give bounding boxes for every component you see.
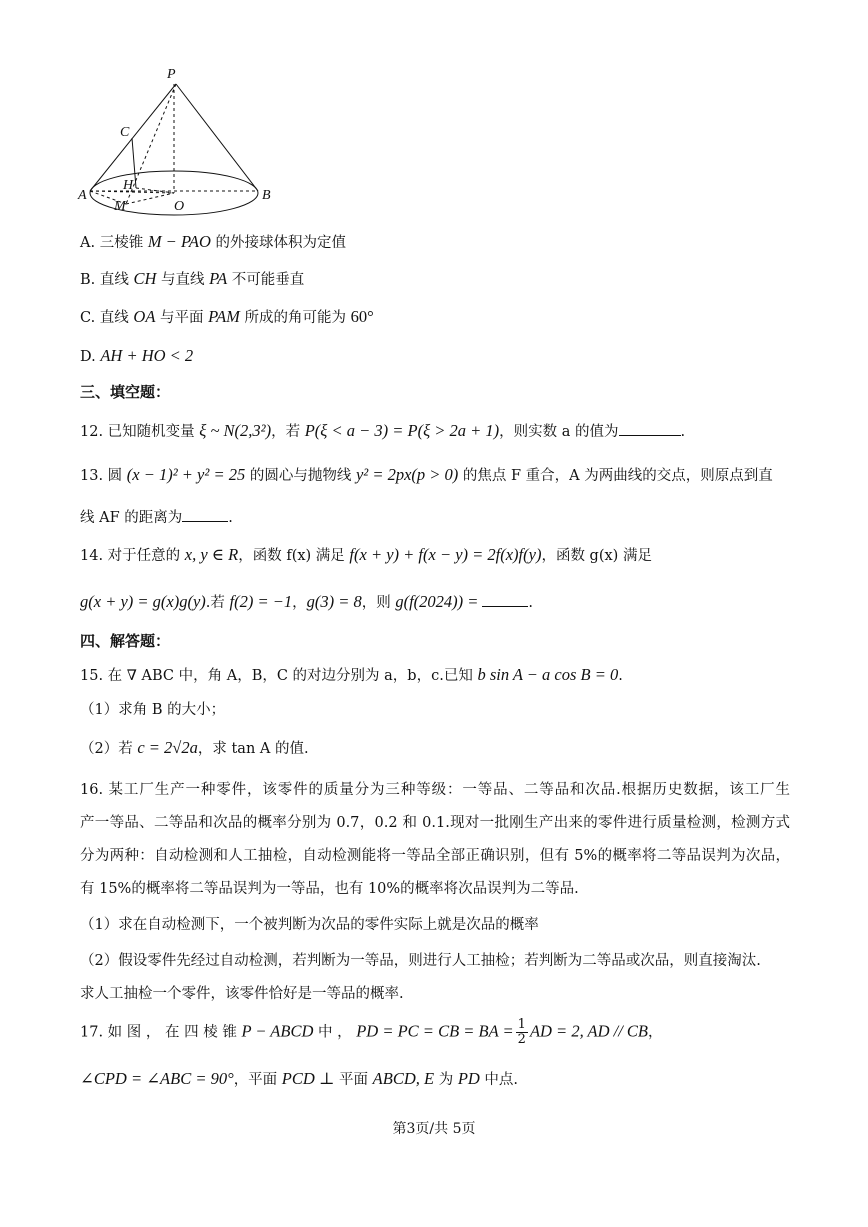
section-solution-heading: 四、解答题： — [80, 632, 171, 650]
q15-end: . — [618, 668, 623, 684]
q13-math2: y² = 2px(p > 0) — [355, 465, 459, 484]
q14-line2-math1: g(x + y) = g(x)g(y) — [80, 592, 206, 611]
option-c — [80, 306, 374, 329]
q17-prefix: 17. 如 图 ， 在 四 棱 锥 — [80, 1024, 242, 1041]
q17-math2b: AD = 2, AD // CB — [529, 1021, 649, 1041]
q17-frac-den: 2 — [517, 1032, 526, 1047]
option-b-suffix: 不可能垂直 — [227, 272, 305, 288]
question-17-line1 — [80, 1018, 663, 1047]
option-d — [80, 345, 193, 368]
q14-answer-blank[interactable] — [482, 591, 528, 607]
q17-end: ， — [648, 1024, 663, 1041]
option-a-math: M − PAO — [147, 232, 211, 251]
q13-mid: 的圆心与抛物线 — [245, 468, 356, 484]
q17-line2-mid: ，平面 — [233, 1072, 282, 1088]
page-footer: 第3页/共 5页 — [392, 1121, 476, 1137]
q17-frac-num: 1 — [517, 1017, 526, 1032]
option-d-prefix: D. — [80, 349, 101, 365]
q12-end: . — [680, 424, 686, 440]
question-15-stem — [80, 664, 623, 687]
option-b — [80, 268, 304, 291]
q14-mid: ，函数 f(x) 满足 — [238, 548, 350, 564]
label-P: P — [167, 67, 176, 82]
cone-figure — [70, 62, 290, 222]
option-d-math: AH + HO < 2 — [100, 346, 194, 365]
question-16-line1: 16. 某工厂生产一种零件，该零件的质量分为三种等级：一等品、二等品和次品.根据历史数据，该工厂生 — [80, 782, 790, 798]
option-c-math3: 60° — [350, 307, 374, 326]
option-a-suffix: 的外接球体积为定值 — [210, 235, 346, 251]
q12-math2: P(ξ < a − 3) = P(ξ > 2a + 1) — [304, 421, 500, 440]
q12-suffix: ，则实数 a 的值为 — [499, 424, 619, 440]
q12-prefix: 12. 已知随机变量 — [80, 424, 200, 440]
option-b-math1: CH — [133, 269, 157, 288]
question-12 — [80, 420, 685, 443]
question-16-part2-line1: （2）假设零件先经过自动检测，若判断为一等品，则进行人工抽检；若判断为二等品或次品，则直接淘汰. — [80, 953, 761, 969]
q12-answer-blank[interactable] — [619, 420, 681, 436]
q12-mid: ，若 — [271, 424, 305, 440]
q15-prefix: 15. 在 ∇ ABC 中，角 A，B，C 的对边分别为 a，b，c.已知 — [80, 668, 478, 684]
q14-math1: x, y ∈ R — [184, 545, 239, 564]
q14-line2-math2: f(2) = −1 — [229, 592, 293, 611]
q17-mid: 中 ， — [313, 1024, 357, 1041]
q14-math2: f(x + y) + f(x − y) = 2f(x)f(y) — [349, 545, 542, 564]
q12-math1: ξ ~ N(2,3²) — [199, 421, 272, 440]
option-a-prefix: A. 三棱锥 — [80, 235, 148, 251]
q17-line2-math1: ∠CPD = ∠ABC = 90° — [80, 1069, 234, 1088]
question-16-line3: 分为两种：自动检测和人工抽检，自动检测能将一等品全部正确识别，但有 5%的概率将二等品误判为次品， — [80, 848, 790, 864]
q14-line2-math3: g(3) = 8 — [306, 592, 362, 611]
q17-line2-end: 中点. — [479, 1072, 519, 1088]
question-16-part2-line2: 求人工抽检一个零件，该零件恰好是一等品的概率. — [80, 986, 404, 1002]
q17-math2a: PD = PC = CB = BA = — [356, 1021, 514, 1041]
q14-line2-mid2: ， — [292, 595, 307, 611]
q14-prefix: 14. 对于任意的 — [80, 548, 185, 564]
q15-math: b sin A − a cos B = 0 — [477, 665, 619, 684]
section-fill-in-heading: 三、填空题： — [80, 383, 171, 401]
cone-drawing — [90, 84, 258, 215]
q17-math1: P − ABCD — [241, 1021, 314, 1041]
q17-line2-mid3: 为 — [434, 1072, 458, 1088]
option-b-mid: 与直线 — [156, 272, 210, 288]
q13-line2-prefix: 线 AF 的距离为 — [80, 510, 183, 526]
q14-end: . — [528, 595, 534, 611]
question-14-line2 — [80, 591, 533, 614]
option-c-mid: 与平面 — [155, 310, 209, 326]
question-15-part2 — [80, 737, 309, 760]
question-15-part1: （1）求角 B 的大小； — [80, 702, 226, 718]
question-16-line2: 产一等品、二等品和次品的概率分别为 0.7，0.2 和 0.1.现对一批刚生产出来的零件进行质量检测，检测方式 — [80, 815, 790, 831]
label-M: M — [114, 199, 126, 214]
q14-line2-mid1: .若 — [205, 595, 230, 611]
q17-fraction — [516, 1018, 528, 1047]
question-16-line4: 有 15%的概率将二等品误判为一等品，也有 10%的概率将次品误判为二等品. — [80, 881, 579, 897]
q15-part2-prefix: （2）若 — [80, 741, 138, 757]
label-H: H — [123, 178, 134, 193]
option-c-math2: PAM — [208, 307, 240, 326]
q17-line2-math2: PCD ⊥ — [281, 1069, 335, 1088]
q15-part2-suffix: ，求 tan A 的值. — [197, 741, 309, 757]
question-13-line1 — [80, 464, 773, 487]
q13-math1: (x − 1)² + y² = 25 — [126, 465, 246, 484]
q14-line2-mid3: ，则 — [361, 595, 396, 611]
option-b-prefix: B. 直线 — [80, 272, 134, 288]
option-c-prefix: C. 直线 — [80, 310, 134, 326]
q17-line2-math4: PD — [457, 1069, 480, 1088]
q15-part2-math: c = 2√2a — [137, 738, 198, 757]
label-C: C — [120, 125, 130, 140]
option-c-math1: OA — [133, 307, 156, 326]
question-14-line1 — [80, 544, 652, 567]
question-17-line2 — [80, 1068, 518, 1091]
option-b-math2: PA — [209, 269, 228, 288]
q13-answer-blank[interactable] — [182, 506, 228, 522]
question-16-part1: （1）求在自动检测下，一个被判断为次品的零件实际上就是次品的概率 — [80, 917, 539, 933]
q13-prefix: 13. 圆 — [80, 468, 127, 484]
label-A: A — [78, 188, 87, 203]
q13-suffix: 的焦点 F 重合，A 为两曲线的交点，则原点到直 — [458, 468, 773, 484]
q13-end: . — [228, 510, 233, 526]
label-O: O — [174, 199, 185, 214]
option-c-suffix: 所成的角可能为 — [239, 310, 351, 326]
q14-suffix: ，函数 g(x) 满足 — [541, 548, 652, 564]
q17-line2-mid2: 平面 — [334, 1072, 373, 1088]
option-a — [80, 231, 346, 254]
q14-line2-math4: g(f(2024)) = — [395, 592, 479, 611]
label-B: B — [262, 188, 271, 203]
q17-line2-math3: ABCD, E — [372, 1069, 435, 1088]
question-13-line2 — [80, 506, 233, 529]
